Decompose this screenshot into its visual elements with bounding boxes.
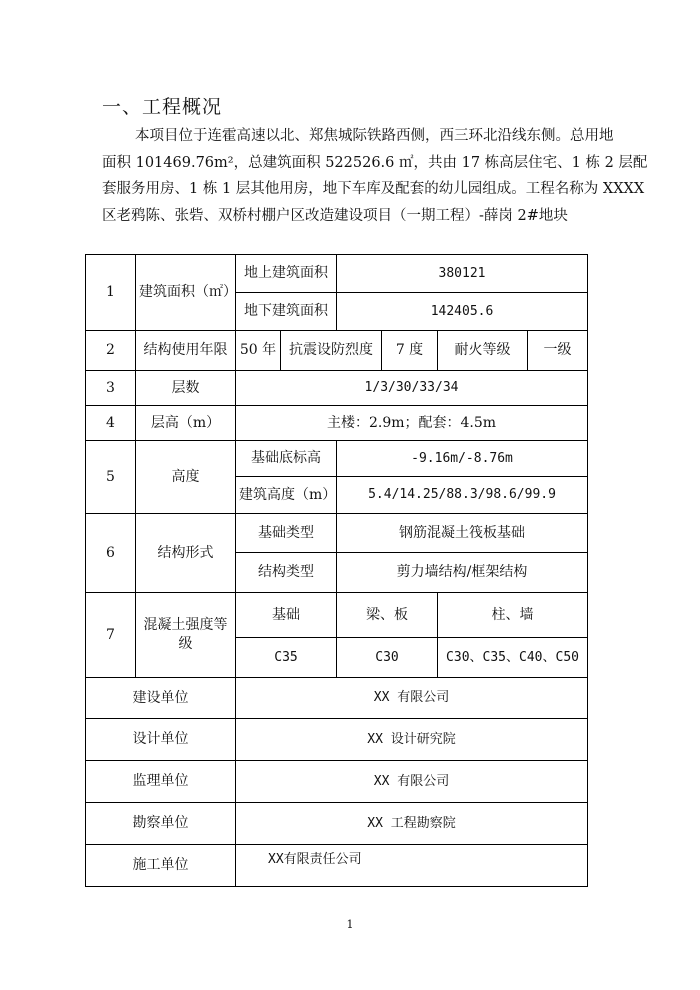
row-label: 混凝土强度等级 bbox=[136, 593, 236, 678]
unit-label: 建设单位 bbox=[86, 678, 236, 719]
cell-label: 基础底标高 bbox=[236, 441, 337, 477]
cell-value: 1/3/30/33/34 bbox=[236, 371, 588, 406]
cell-value: 5.4/14.25/88.3/98.6/99.9 bbox=[337, 477, 588, 514]
intro-paragraph bbox=[102, 123, 648, 229]
unit-label: 设计单位 bbox=[86, 719, 236, 761]
unit-value: XX 工程勘察院 bbox=[236, 803, 588, 845]
table-row bbox=[86, 678, 588, 719]
intro-line: 套服务用房、1 栋 1 层其他用房，地下车库及配套的幼儿园组成。工程名称为 XXXX bbox=[102, 181, 645, 197]
cell-value: 380121 bbox=[337, 255, 588, 293]
cell-label: 基础类型 bbox=[236, 514, 337, 553]
unit-value: XX有限责任公司 bbox=[236, 845, 588, 887]
cell-value: 一级 bbox=[528, 331, 588, 371]
row-number: 3 bbox=[86, 371, 136, 406]
row-label: 结构使用年限 bbox=[136, 331, 236, 371]
table-row bbox=[86, 371, 588, 406]
table-row bbox=[86, 593, 588, 638]
table-row bbox=[86, 331, 588, 371]
row-label: 层高（m） bbox=[136, 406, 236, 441]
cell-value: C30、C35、C40、C50 bbox=[438, 638, 588, 678]
cell-label: 耐火等级 bbox=[438, 331, 528, 371]
cell-label: 抗震设防烈度 bbox=[281, 331, 382, 371]
intro-line: 区老鸦陈、张砦、双桥村棚户区改造建设项目（一期工程）-薛岗 2#地块 bbox=[102, 207, 568, 224]
table-row bbox=[86, 803, 588, 845]
cell-label: 地上建筑面积 bbox=[236, 255, 337, 293]
cell-value: 钢筋混凝土筏板基础 bbox=[337, 514, 588, 553]
unit-value: XX 有限公司 bbox=[236, 761, 588, 803]
row-number: 2 bbox=[86, 331, 136, 371]
table-row bbox=[86, 255, 588, 293]
cell-value: 7 度 bbox=[382, 331, 438, 371]
table-row bbox=[86, 514, 588, 553]
row-number: 1 bbox=[86, 255, 136, 331]
page-number: 1 bbox=[346, 918, 354, 931]
cell-value: 主楼：2.9m；配套：4.5m bbox=[236, 406, 588, 441]
cell-value: -9.16m/-8.76m bbox=[337, 441, 588, 477]
intro-line: 面积 101469.76m²，总建筑面积 522526.6 ㎡，共由 17 栋高层住宅、1 栋 2 层配 bbox=[102, 154, 648, 171]
table-row bbox=[86, 406, 588, 441]
row-label: 层数 bbox=[136, 371, 236, 406]
cell-label: 建筑高度（m） bbox=[236, 477, 337, 514]
unit-value: XX 有限公司 bbox=[236, 678, 588, 719]
cell-value: C30 bbox=[337, 638, 438, 678]
project-overview-table bbox=[85, 254, 588, 887]
table-row bbox=[86, 761, 588, 803]
unit-value: XX 设计研究院 bbox=[236, 719, 588, 761]
cell-label: 结构类型 bbox=[236, 553, 337, 593]
cell-value: 50 年 bbox=[236, 331, 281, 371]
row-number: 7 bbox=[86, 593, 136, 678]
column-header: 柱、墙 bbox=[438, 593, 588, 638]
row-number: 5 bbox=[86, 441, 136, 514]
intro-line: 本项目位于连霍高速以北、郑焦城际铁路西侧，西三环北沿线东侧。总用地 bbox=[135, 128, 614, 144]
cell-label: 地下建筑面积 bbox=[236, 293, 337, 331]
column-header: 基础 bbox=[236, 593, 337, 638]
unit-label: 施工单位 bbox=[86, 845, 236, 887]
table-row bbox=[86, 441, 588, 477]
row-number: 4 bbox=[86, 406, 136, 441]
cell-value: 142405.6 bbox=[337, 293, 588, 331]
cell-value: C35 bbox=[236, 638, 337, 678]
row-label: 高度 bbox=[136, 441, 236, 514]
row-label: 建筑面积（㎡） bbox=[136, 255, 236, 331]
row-number: 6 bbox=[86, 514, 136, 593]
table-row bbox=[86, 845, 588, 887]
table-row bbox=[86, 719, 588, 761]
cell-value: 剪力墙结构/框架结构 bbox=[337, 553, 588, 593]
row-label: 结构形式 bbox=[136, 514, 236, 593]
section-heading: 一、工程概况 bbox=[102, 96, 223, 118]
column-header: 梁、板 bbox=[337, 593, 438, 638]
unit-label: 监理单位 bbox=[86, 761, 236, 803]
unit-label: 勘察单位 bbox=[86, 803, 236, 845]
